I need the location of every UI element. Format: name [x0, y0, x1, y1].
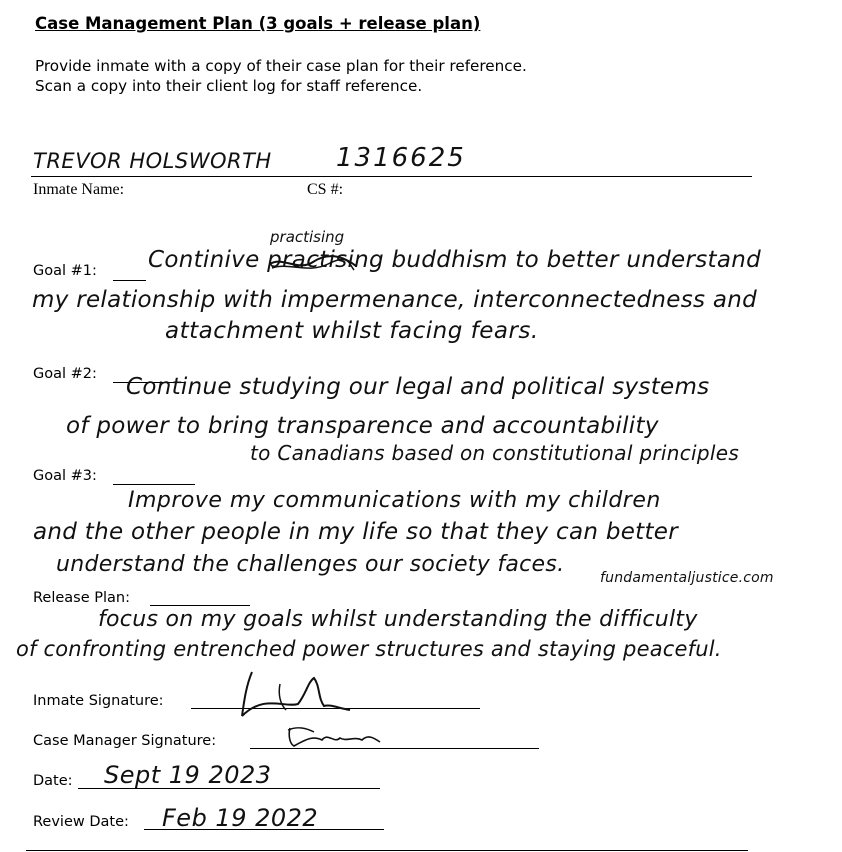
goal-2-text-line-3: to Canadians based on constitutional principles — [250, 441, 740, 465]
goal-1-strikeout-mark — [268, 252, 358, 276]
goal-3-text-line-2: and the other people in my life so that they can better — [33, 519, 679, 545]
goal-1-label: Goal #1: — [33, 263, 97, 279]
goal-3-line — [113, 484, 195, 485]
goal-2-text-line-2: of power to bring transparence and accountability — [66, 413, 659, 439]
goal-3-label: Goal #3: — [33, 468, 97, 484]
release-text-line-2: of confronting entrenched power structures and staying peaceful. — [16, 637, 722, 661]
goal-1-insert-text: practising — [270, 228, 345, 246]
goal-3-text-line-1: Improve my communications with my children — [128, 488, 661, 513]
goal-1-line — [113, 280, 146, 281]
review-date-label: Review Date: — [33, 814, 129, 830]
watermark-text: fundamentaljustice.com — [600, 570, 774, 586]
case-manager-signature-mark — [284, 724, 384, 750]
review-date-value: Feb 19 2022 — [162, 804, 319, 832]
release-text-line-1: focus on my goals whilst understanding the difficulty — [98, 607, 698, 632]
instruction-line-2: Scan a copy into their client log for staff reference. — [35, 77, 423, 95]
page-bottom-rule — [26, 850, 748, 851]
goal-1-text-line-2: my relationship with impermenance, interconnectedness and — [32, 287, 758, 313]
name-line — [31, 176, 752, 177]
inmate-signature-mark — [234, 664, 354, 724]
instruction-line-1: Provide inmate with a copy of their case plan for their reference. — [35, 57, 527, 75]
inmate-signature-label: Inmate Signature: — [33, 693, 164, 709]
release-plan-line — [150, 605, 250, 606]
goal-3-text-line-3: understand the challenges our society faces. — [56, 552, 565, 577]
inmate-name-value: TREVOR HOLSWORTH — [33, 149, 272, 173]
goal-2-label: Goal #2: — [33, 366, 97, 382]
cs-number-label: CS #: — [307, 181, 344, 198]
goal-1-text-line-3: attachment whilst facing fears. — [165, 318, 539, 344]
goal-1-text-line-1: Continive practising buddhism to better understand — [148, 247, 761, 273]
page-title: Case Management Plan (3 goals + release plan) — [35, 14, 481, 33]
goal-2-text-line-1: Continue studying our legal and political systems — [126, 374, 710, 400]
inmate-name-label: Inmate Name: — [33, 181, 125, 198]
cs-number-value: 1316625 — [336, 143, 466, 173]
date-value: Sept 19 2023 — [104, 761, 272, 789]
case-manager-signature-label: Case Manager Signature: — [33, 733, 217, 749]
date-label: Date: — [33, 773, 73, 789]
release-plan-label: Release Plan: — [33, 590, 130, 606]
